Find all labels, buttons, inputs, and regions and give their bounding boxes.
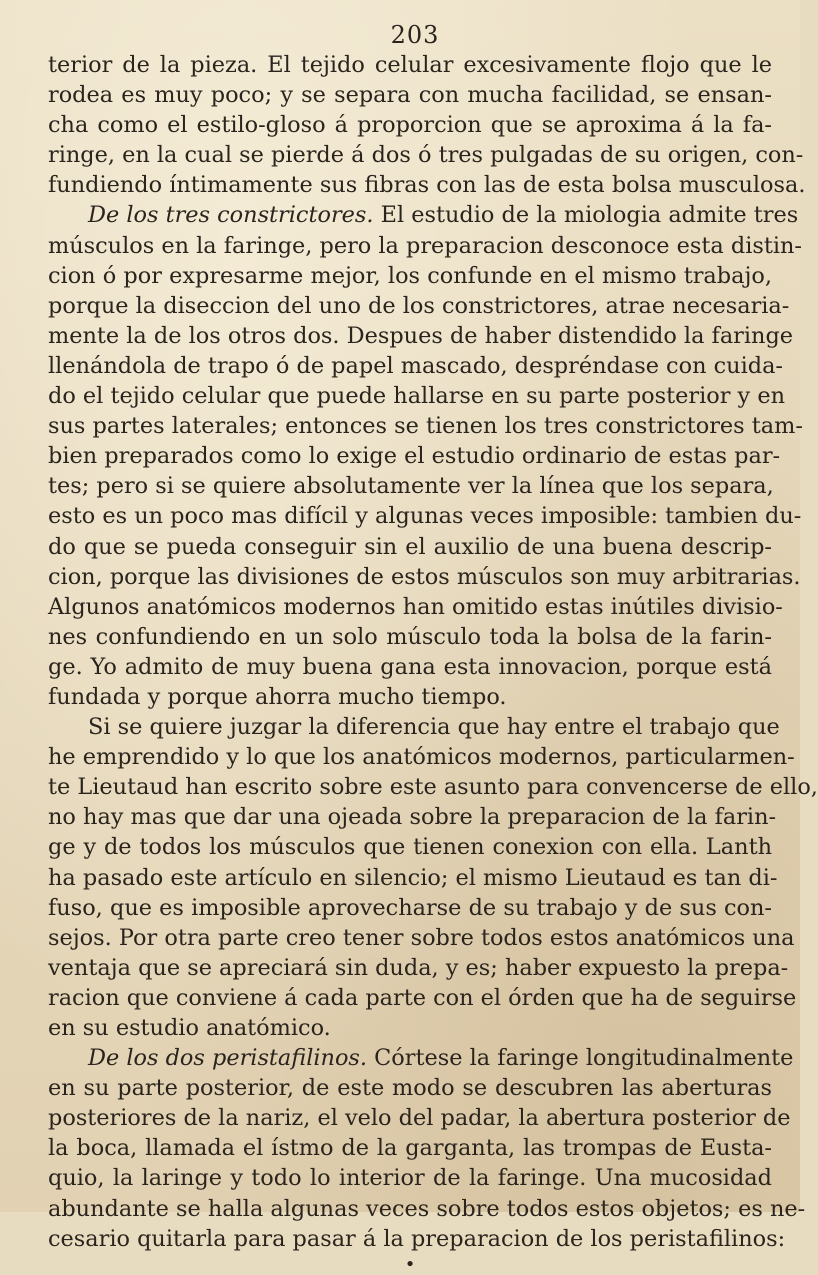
text-line: he emprendido y lo que los anatómicos modernos, particularmen- [48,744,795,771]
text-line: en su estudio anatómico. [48,1015,331,1041]
text-line: esto es un poco mas difícil y algunas veces imposible: tambien du- [48,503,802,530]
text-line: racion que conviene á cada parte con el órden que ha de seguirse [48,984,797,1011]
text-line: quio, la laringe y todo lo interior de la faringe. Una mucosidad [48,1165,772,1192]
catchword-mark: • [404,1253,416,1275]
text-line: Si se quiere juzgar la diferencia que hay entre el trabajo que [88,714,780,741]
body-text [48,50,818,1254]
text-line: la boca, llamada el ístmo de la garganta, las trompas de Eusta- [48,1135,772,1162]
text-line: mente la de los otros dos. Despues de haber distendido la faringe [48,322,794,349]
heading-line-rest: El estudio de la miologia admite tres [380,202,799,229]
text-line: do que se pueda conseguir sin el auxilio de una buena descrip- [48,533,772,560]
text-line: ringe, en la cual se pierde á dos ó tres pulgadas de su origen, con- [48,142,804,169]
text-line: Algunos anatómicos modernos han omitido estas inútiles divisio- [48,593,783,620]
text-line: porque la diseccion del uno de los constrictores, atrae necesaria- [48,292,790,319]
text-line: sejos. Por otra parte creo tener sobre todos estos anatómicos una [48,924,795,951]
text-line: cesario quitarla para pasar á la preparacion de los peristafilinos: [48,1225,786,1252]
page-number: 203 [390,21,440,49]
text-line: rodea es muy poco; y se separa con mucha facilidad, se ensan- [48,82,772,109]
text-line: terior de la pieza. El tejido celular excesivamente flojo que le [48,52,772,78]
text-line: posteriores de la nariz, el velo del padar, la abertura posterior de [48,1105,791,1132]
text-line: llenándola de trapo ó de papel mascado, despréndase con cuida- [48,352,783,379]
text-line [48,200,799,230]
text-line: do el tejido celular que puede hallarse en su parte posterior y en [48,383,785,410]
paragraph-1 [48,50,806,200]
text-line: nes confundiendo en un solo músculo toda la bolsa de la farin- [48,623,772,650]
text-line: ventaja que se apreciará sin duda, y es; haber expuesto la prepa- [48,954,789,981]
text-line: músculos en la faringe, pero la preparacion desconoce esta distin- [48,232,803,259]
section-heading-peristafilinos: De los dos peristafilinos. [88,1045,368,1072]
paragraph-constrictores [48,200,803,712]
section-heading-constrictores: De los tres constrictores. [88,202,374,229]
text-line: fuso, que es imposible aprovecharse de su trabajo y de sus con- [48,894,772,921]
text-line: fundiendo íntimamente sus fibras con las de esta bolsa musculosa. [48,172,806,199]
text-line: ge y de todos los músculos que tienen conexion con ella. Lanth [48,834,772,861]
text-line: sus partes laterales; entonces se tienen los tres constrictores tam- [48,413,803,440]
text-line: te Lieutaud han escrito sobre este asunto para convencerse de ello, [48,774,818,801]
text-line: en su parte posterior, de este modo se descubren las aberturas [48,1075,772,1102]
text-line: ge. Yo admito de muy buena gana esta innovacion, porque está [48,653,772,680]
text-line: abundante se halla algunas veces sobre todos estos objetos; es ne- [48,1195,806,1222]
text-line: cion ó por expresarme mejor, los confunde en el mismo trabajo, [48,262,772,289]
text-line: ha pasado este artículo en silencio; el mismo Lieutaud es tan di- [48,864,778,891]
paragraph-peristafilinos [48,1043,806,1254]
text-line: tes; pero si se quiere absolutamente ver la línea que los separa, [48,473,774,500]
text-line [48,1043,794,1073]
text-line: bien preparados como lo exige el estudio ordinario de estas par- [48,443,781,470]
text-line: cha como el estilo-gloso á proporcion que se aproxima á la fa- [48,112,772,139]
text-line: cion, porque las divisiones de estos músculos son muy arbitrarias. [48,563,801,590]
text-line: fundada y porque ahorra mucho tiempo. [48,683,507,710]
paragraph-3 [48,712,818,1043]
heading-line-rest: Córtese la faringe longitudinalmente [374,1045,794,1072]
text-line: no hay mas que dar una ojeada sobre la preparacion de la farin- [48,804,777,831]
